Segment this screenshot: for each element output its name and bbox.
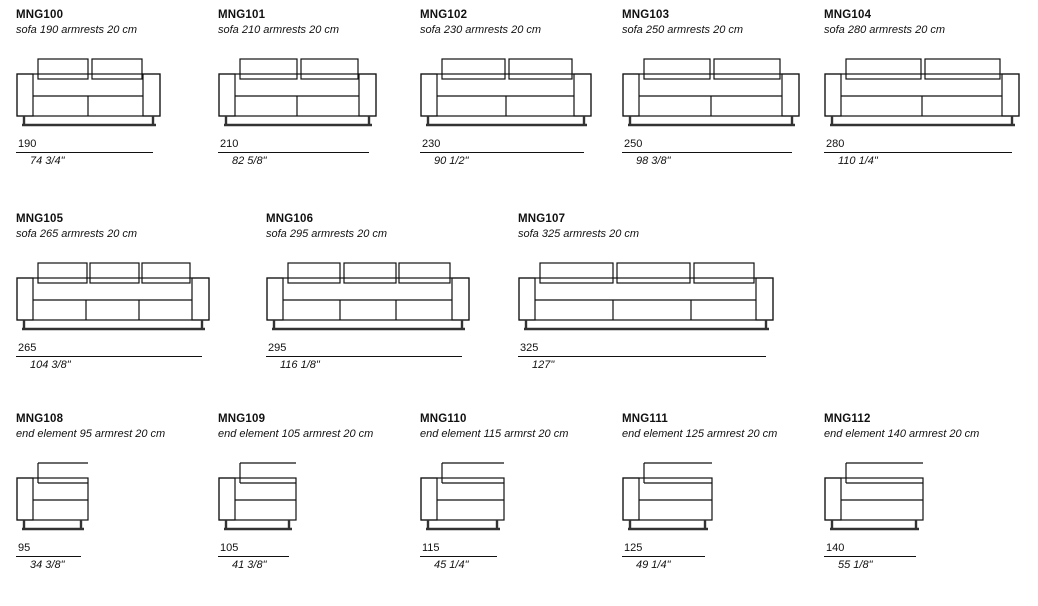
product-description: sofa 325 armrests 20 cm [518, 228, 640, 240]
dimension-rule [622, 556, 705, 557]
product-item-mng106[interactable] [266, 212, 511, 371]
dimension-rule [16, 356, 202, 357]
product-description: sofa 250 armrests 20 cm [622, 24, 744, 36]
product-description: end element 95 armrest 20 cm [16, 428, 166, 440]
dimension-cm: 115 [422, 542, 440, 554]
product-drawing [218, 52, 380, 132]
dimension-cm: 230 [422, 138, 441, 150]
dimension-inch: 116 1/8" [280, 359, 320, 371]
product-item-mng104[interactable] [824, 8, 1030, 167]
dimension-inch: 74 3/4" [30, 155, 65, 167]
dimension-cm: 325 [520, 342, 539, 354]
product-code: MNG102 [420, 9, 468, 21]
product-description: sofa 210 armrests 20 cm [218, 24, 340, 36]
product-item-mng101[interactable] [218, 8, 413, 167]
product-code: MNG104 [824, 9, 872, 21]
product-drawing [420, 52, 596, 132]
product-code: MNG106 [266, 213, 314, 225]
product-dimensions [420, 138, 584, 168]
product-description: sofa 190 armrests 20 cm [16, 24, 138, 36]
product-description: sofa 265 armrests 20 cm [16, 228, 138, 240]
product-dimensions [420, 542, 497, 572]
product-drawing [218, 456, 304, 536]
product-code: MNG108 [16, 413, 64, 425]
dimension-inch: 34 3/8" [30, 559, 65, 571]
dimension-rule [218, 556, 289, 557]
product-code: MNG103 [622, 9, 670, 21]
product-item-mng105[interactable] [16, 212, 256, 371]
product-code: MNG105 [16, 213, 64, 225]
product-item-mng112[interactable] [824, 412, 1024, 571]
dimension-cm: 250 [624, 138, 643, 150]
dimension-inch: 110 1/4" [838, 155, 878, 167]
product-dimensions [16, 138, 153, 168]
product-item-mng111[interactable] [622, 412, 817, 571]
dimension-rule [218, 152, 369, 153]
product-dimensions [16, 342, 202, 372]
product-code: MNG101 [218, 9, 266, 21]
dimension-rule [420, 556, 497, 557]
product-dimensions [218, 138, 369, 168]
product-drawing [518, 256, 778, 336]
product-drawing [824, 52, 1024, 132]
product-dimensions [824, 138, 1012, 168]
product-code: MNG112 [824, 413, 871, 425]
product-code: MNG100 [16, 9, 64, 21]
product-description: end element 115 armrst 20 cm [420, 428, 569, 440]
product-item-mng110[interactable] [420, 412, 615, 571]
product-item-mng102[interactable] [420, 8, 618, 167]
dimension-rule [824, 152, 1012, 153]
product-dimensions [16, 542, 81, 572]
product-dimensions [824, 542, 916, 572]
product-dimensions [218, 542, 289, 572]
product-dimensions [622, 138, 792, 168]
dimension-rule [420, 152, 584, 153]
dimension-cm: 125 [624, 542, 643, 554]
product-drawing [266, 256, 474, 336]
dimension-cm: 295 [268, 342, 287, 354]
product-drawing [16, 456, 96, 536]
product-item-mng100[interactable] [16, 8, 206, 167]
product-description: sofa 280 armrests 20 cm [824, 24, 946, 36]
dimension-rule [16, 556, 81, 557]
product-item-mng103[interactable] [622, 8, 820, 167]
product-dimensions [266, 342, 462, 372]
product-drawing [420, 456, 512, 536]
dimension-inch: 127" [532, 359, 555, 371]
dimension-inch: 90 1/2" [434, 155, 469, 167]
dimension-rule [518, 356, 766, 357]
product-description: end element 125 armrest 20 cm [622, 428, 778, 440]
product-drawing [16, 256, 214, 336]
dimension-cm: 265 [18, 342, 37, 354]
product-drawing [824, 456, 932, 536]
product-code: MNG110 [420, 413, 467, 425]
product-dimensions [518, 342, 766, 372]
dimension-cm: 105 [220, 542, 239, 554]
dimension-inch: 45 1/4" [434, 559, 469, 571]
dimension-inch: 49 1/4" [636, 559, 671, 571]
dimension-cm: 140 [826, 542, 845, 554]
product-drawing [622, 52, 804, 132]
product-drawing [622, 456, 720, 536]
dimension-rule [16, 152, 153, 153]
product-description: end element 105 armrest 20 cm [218, 428, 374, 440]
product-description: sofa 295 armrests 20 cm [266, 228, 388, 240]
dimension-cm: 280 [826, 138, 845, 150]
product-code: MNG107 [518, 213, 566, 225]
dimension-cm: 210 [220, 138, 239, 150]
dimension-inch: 104 3/8" [30, 359, 71, 371]
dimension-inch: 41 3/8" [232, 559, 267, 571]
product-item-mng107[interactable] [518, 212, 780, 371]
dimension-rule [824, 556, 916, 557]
dimension-cm: 95 [18, 542, 31, 554]
product-code: MNG111 [622, 413, 668, 425]
dimension-cm: 190 [18, 138, 37, 150]
product-description: end element 140 armrest 20 cm [824, 428, 980, 440]
product-dimensions [622, 542, 705, 572]
product-drawing [16, 52, 164, 132]
dimension-inch: 98 3/8" [636, 155, 671, 167]
dimension-rule [266, 356, 462, 357]
dimension-rule [622, 152, 792, 153]
product-item-mng108[interactable] [16, 412, 211, 571]
product-description: sofa 230 armrests 20 cm [420, 24, 542, 36]
dimension-inch: 55 1/8" [838, 559, 873, 571]
dimension-inch: 82 5/8" [232, 155, 267, 167]
product-item-mng109[interactable] [218, 412, 413, 571]
product-code: MNG109 [218, 413, 266, 425]
